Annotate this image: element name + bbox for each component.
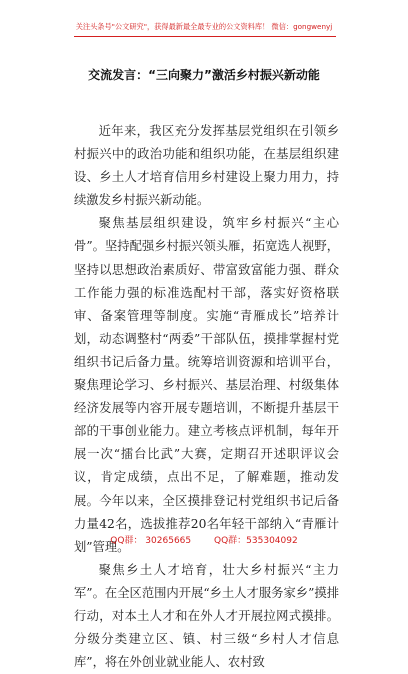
document-title: 交流发言：“三向聚力”激活乡村振兴新动能 xyxy=(88,68,320,82)
header-divider xyxy=(74,36,336,37)
paragraph-local-talent: 聚焦乡土人才培育，壮大乡村振兴“主力军”。在全区范围内开展“乡土人才服务家乡”摸排行动，对本土人才和在外人才开展拉网式摸排。分级分类建立区、镇、村三级“乡村人才信息库”，将在外创业就业能人、农村致 xyxy=(74,562,339,670)
footer-qq-group-1: QQ群： 30265665 xyxy=(110,536,192,546)
document-body xyxy=(74,120,339,674)
footer-qq-group-2: QQ群：535304092 xyxy=(214,536,298,546)
footer xyxy=(0,533,408,546)
header-banner: 关注头条号"公文研究"，获得最新最全最专业的公文资料库！ 微信：gongwenyj xyxy=(75,22,333,31)
paragraph-intro: 近年来，我区充分发挥基层党组织在引领乡村振兴中的政治功能和组织功能，在基层组织建设、乡土人才培育信用乡村建设上聚力用力，持续激发乡村振兴新动能。 xyxy=(74,124,339,208)
paragraph-grassroots-organization: 聚焦基层组织建设，筑牢乡村振兴“主心骨”。坚持配强乡村振兴领头雁，拓宽选人视野，坚持以思想政治素质好、带富致富能力强、群众工作能力强的标准选配村干部，落实好资格联审、备案管理等制度。实施“青雁成长”培养计划，动态调整村“两委”干部队伍，摸排掌握村党组织书记后备力量。统筹培训资源和培训平台，聚焦理论学习、乡村振兴、基层治理、村级集体经济发展等内容开展专题培训，不断提升基层干部的干事创业能力。建立考核点评机制，每年开展一次“擂台比武”大赛，定期召开述职评议会议，肯定成绩，点出不足，了解难题，推动发展。今年以来，全区摸排登记村党组织书记后备力量42名，选拔推荐20名年轻干部纳入“青雁计划”管理。 xyxy=(74,216,339,554)
